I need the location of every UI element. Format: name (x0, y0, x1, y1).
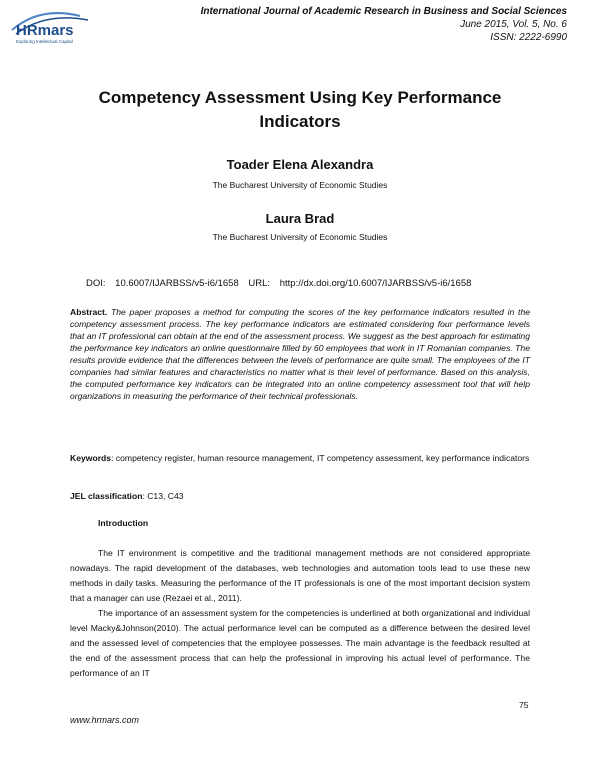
doi-line (86, 278, 478, 289)
jel-text: : C13, C43 (142, 491, 184, 501)
journal-header (201, 5, 567, 44)
author-1-name: Toader Elena Alexandra (226, 157, 374, 172)
abstract (70, 306, 530, 402)
intro-paragraph-1-text: The IT environment is competitive and the traditional management methods are not considered appropriate nowadays. The rapid development of the databases, web technologies and automation tools lead to use these new methods in daily tasks. Measuring the performance of the IT professionals is one of the most important decision system that a manager can use (Rezaei et al., 2011). (70, 548, 530, 603)
journal-issue: June 2015, Vol. 5, No. 6 (460, 19, 567, 30)
keywords (70, 452, 530, 464)
keywords-label: Keywords (70, 453, 112, 463)
paper-title (70, 86, 530, 134)
doi-value: 10.6007/IJARBSS/v5-i6/1658 (115, 278, 239, 289)
author-2-affiliation: The Bucharest University of Economic Studies (212, 232, 388, 242)
abstract-label: Abstract. (70, 307, 108, 317)
url-link[interactable]: http://dx.doi.org/10.6007/IJARBSS/v5-i6/1658 (279, 278, 472, 289)
keywords-text: : competency register, human resource management, IT competency assessment, key performance indicators (111, 453, 530, 463)
title-line-2: Indicators (259, 112, 341, 131)
intro-paragraph-1 (70, 546, 530, 606)
footer-url[interactable]: www.hrmars.com (70, 715, 140, 725)
intro-paragraph-2 (70, 606, 530, 681)
jel-label: JEL classification (70, 491, 143, 501)
introduction-heading: Introduction (98, 518, 149, 528)
logo-text: HRmars (16, 22, 74, 39)
doi-label: DOI: (86, 278, 106, 289)
abstract-text: The paper proposes a method for computing the scores of the key performance indicators resulted in the competency assessment process. The key performance indicators are estimated considering four performance levels that an IT professional can obtain at the end of the assessment process. We suggest as the best approach for estimating the performance key indicators an online questionnaire filled by 60 employees that work in IT Romanian companies. The results provide evidence that the differences between the levels of performance are quite small. The employees of the IT companies had similar features and characteristics no matter what is their level of performance. Based on this analysis, the computed performance key indicators can be integrated into an online competency assessment tool that will help organizations in measuring the performance of their technical professionals. (70, 307, 530, 401)
journal-issn: ISSN: 2222-6990 (490, 32, 567, 43)
author-1-affiliation: The Bucharest University of Economic Studies (212, 180, 388, 190)
url-label: URL: (248, 278, 271, 289)
page-number: 75 (519, 700, 529, 710)
jel-classification (70, 491, 184, 501)
title-line-1: Competency Assessment Using Key Performance (98, 88, 502, 107)
intro-paragraph-2-text: The importance of an assessment system for the competencies is underlined at both organizational and individual level Macky&Johnson(2010). The actual performance level can be computed as a difference between the desired level and the assessed level of competencies that the employee possesses. The main advantage is the feedback resulted at the end of the assessment process that can help the professional in improving his actual level of performance. The performance of an IT (70, 608, 530, 678)
logo-tagline: Exploring Intellectual Capital (16, 39, 73, 44)
hrmars-logo-graphic (10, 8, 100, 48)
hrmars-logo (10, 8, 100, 48)
author-2-name: Laura Brad (265, 211, 335, 226)
journal-name: International Journal of Academic Research in Business and Social Sciences (200, 6, 567, 17)
